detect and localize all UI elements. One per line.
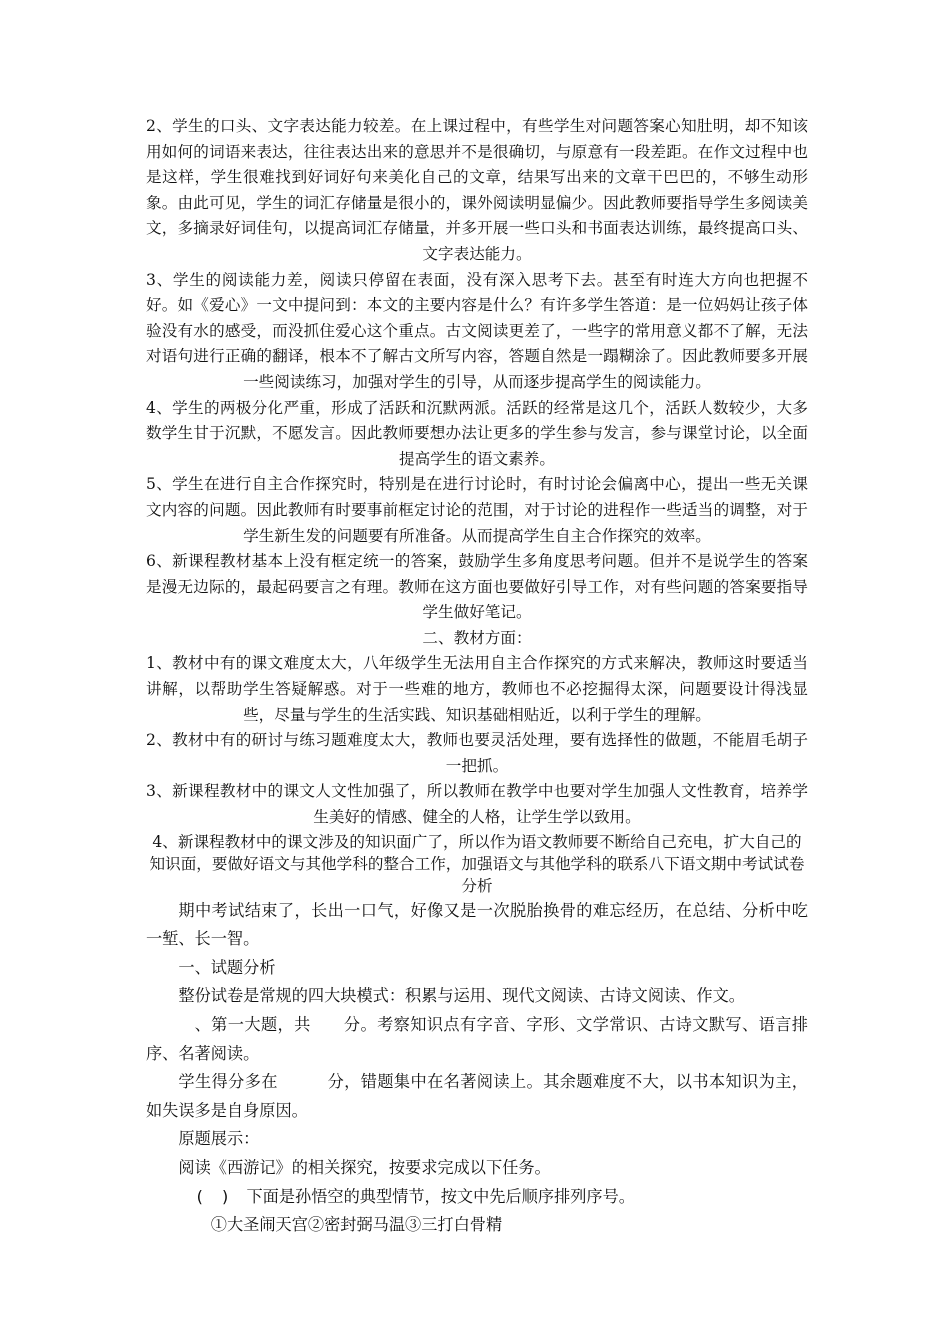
exam-overview: 整份试卷是常规的四大块模式：积累与运用、现代文阅读、古诗文阅读、作文。 [178,986,745,1006]
document-page [146,114,808,1240]
exam-intro: 期中考试结束了，长出一口气，好像又是一次脱胎换骨的难忘经历，在总结、分析中吃一堑、长一智。 [146,900,808,949]
sample-label: 原题展示： [178,1129,260,1149]
task-item: ( ) 下面是孙悟空的典型情节，按文中先后顺序排列序号。 [194,1186,635,1206]
student-point-6: 6、新课程教材基本上没有框定统一的答案，鼓励学生多角度思考问题。但并不是说学生的答案是漫无边际的，最起码要言之有理。教师在这方面也要做好引导工作，对有些问题的答案要指导学生做好笔记。 [146,552,808,622]
question-1-summary: 、第一大题，共 分。考察知识点有字音、字形、文学常识、古诗文默写、语言排序、名著阅读。 [146,1015,808,1063]
textbook-point-4-and-title: 4、新课程教材中的课文涉及的知识面广了，所以作为语文教师要不断给自己充电，扩大自己的知识面，要做好语文与其他学科的整合工作，加强语文与其他学科的联系八下语文期中考试试卷分析 [149,832,805,895]
student-point-2: 2、学生的口头、文字表达能力较差。在上课过程中，有些学生对问题答案心知肚明，却不知该用如何的词语来表达，往往表达出来的意思并不是很确切，与原意有一段差距。在作文过程中也是这样，学生很难找到好词好句来美化自己的文章，结果写出来的文章干巴巴的，不够生动形象。由此可见，学生的词汇存储量是很小的，课外阅读明显偏少。因此教师要指导学生多阅读美文，多摘录好词佳句，以提高词汇存储量，并多开展一些口头和书面表达训练，最终提高口头、文字表达能力。 [146,117,808,263]
textbook-point-2: 2、教材中有的研讨与练习题难度太大，教师也要灵活处理，要有选择性的做题，不能眉毛胡子一把抓。 [146,731,808,775]
textbook-point-1: 1、教材中有的课文难度太大，八年级学生无法用自主合作探究的方式来解决，教师这时要适当讲解，以帮助学生答疑解惑。对于一些难的地方，教师也不必挖掘得太深，问题要设计得浅显些，尽量与学生的生活实践、知识基础相贴近，以利于学生的理解。 [146,654,808,724]
student-point-5: 5、学生在进行自主合作探究时，特别是在进行讨论时，有时讨论会偏离中心，提出一些无关课文内容的问题。因此教师有时要事前框定讨论的范围，对于讨论的进程作一些适当的调整，对于学生新生发的问题要有所准备。从而提高学生自主合作探究的效率。 [146,475,808,545]
student-point-4: 4、学生的两极分化严重，形成了活跃和沉默两派。活跃的经常是这几个，活跃人数较少，大多数学生甘于沉默，不愿发言。因此教师要想办法让更多的学生参与发言，参与课堂讨论，以全面提高学生的语文素养。 [146,398,808,468]
task-options: ①大圣闹天宫②密封弼马温③三打白骨精 [210,1215,503,1235]
score-summary: 学生得分多在 分，错题集中在名著阅读上。其余题难度不大，以书本知识为主，如失误多是自身原因。 [146,1072,808,1120]
student-point-3: 3、学生的阅读能力差，阅读只停留在表面，没有深入思考下去。甚至有时连大方向也把握不好。如《爱心》一文中提问到：本文的主要内容是什么？有许多学生答道：是一位妈妈让孩子体验没有水的感受，而没抓住爱心这个重点。古文阅读更差了，一些字的常用意义都不了解，无法对语句进行正确的翻译，根本不了解古文所写内容，答题自然是一蹋糊涂了。因此教师要多开展一些阅读练习，加强对学生的引导，从而逐步提高学生的阅读能力。 [146,270,808,391]
task-intro: 阅读《西游记》的相关探究，按要求完成以下任务。 [178,1157,551,1177]
textbook-heading: 二、教材方面： [422,628,532,647]
section-heading-exam-analysis: 一、试题分析 [178,957,276,977]
textbook-point-3: 3、新课程教材中的课文人文性加强了，所以教师在教学中也要对学生加强人文性教育，培养学生美好的情感、健全的人格，让学生学以致用。 [146,782,808,827]
